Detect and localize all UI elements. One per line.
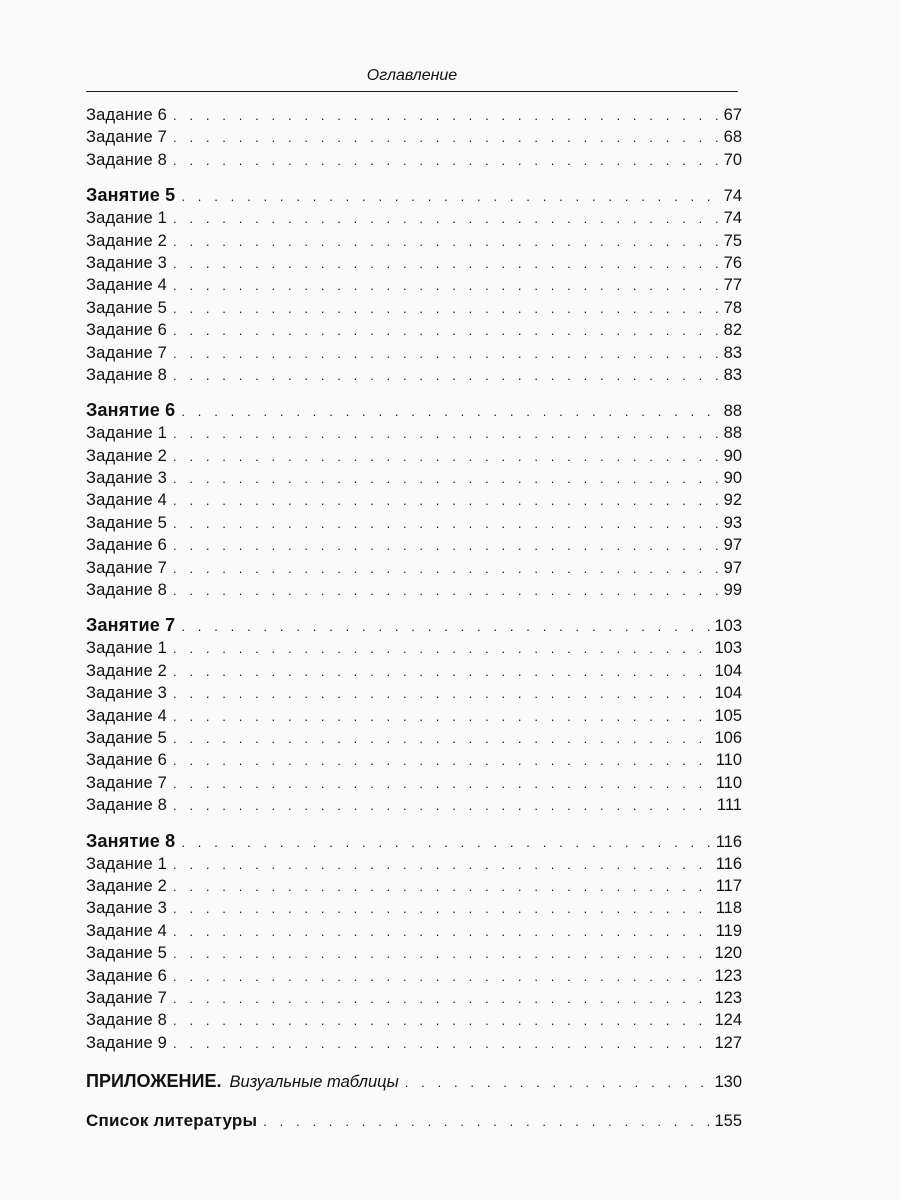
dot-leader	[173, 943, 710, 965]
toc-entry[interactable]	[86, 467, 742, 489]
toc-entry[interactable]	[86, 579, 742, 601]
toc-entry-label: Задание 6	[86, 966, 168, 985]
toc-entry[interactable]	[86, 772, 742, 794]
dot-leader	[173, 728, 710, 750]
toc-entry-label: Задание 5	[86, 944, 168, 963]
dot-leader	[173, 580, 720, 602]
toc-entry[interactable]	[86, 207, 742, 229]
dot-leader	[173, 423, 720, 445]
page-number: 74	[723, 209, 742, 228]
dot-leader	[173, 795, 713, 817]
toc-entry-label: Задание 8	[86, 1011, 168, 1030]
page-number: 97	[723, 558, 742, 577]
toc-entry-label: Задание 1	[86, 639, 168, 658]
page-number: 76	[723, 253, 742, 272]
dot-leader	[173, 988, 710, 1010]
appendix-entry[interactable]	[86, 1068, 742, 1094]
dot-leader	[173, 105, 720, 127]
section-heading[interactable]	[86, 829, 742, 853]
toc-entry-label: Задание 6	[86, 536, 168, 555]
dot-leader	[173, 208, 720, 230]
dot-leader	[173, 490, 720, 512]
dot-leader	[173, 320, 720, 342]
page-number: 67	[723, 106, 742, 124]
toc-entry-label: Задание 1	[86, 209, 168, 228]
page-number: 116	[715, 832, 742, 851]
dot-leader	[173, 1033, 710, 1055]
toc-entry-label: Задание 3	[86, 684, 168, 703]
dot-leader	[173, 683, 710, 705]
section-heading-label: Занятие 7	[86, 615, 176, 636]
table-of-contents	[86, 104, 742, 1134]
appendix-subtitle: Визуальные таблицы	[229, 1073, 399, 1092]
toc-entry[interactable]	[86, 252, 742, 274]
dot-leader	[173, 298, 720, 320]
dot-leader	[173, 558, 720, 580]
toc-entry-label: Задание 5	[86, 513, 168, 532]
toc-entry-label: Задание 2	[86, 446, 168, 465]
toc-entry-label: Задание 5	[86, 298, 168, 317]
running-header: Оглавление	[366, 67, 458, 84]
toc-entry-label: Задание 6	[86, 751, 168, 770]
section-heading-label: Занятие 5	[86, 185, 176, 206]
section-heading[interactable]	[86, 398, 742, 422]
page-number: 74	[723, 187, 742, 206]
page-number: 92	[723, 491, 742, 510]
references-title: Список литературы	[86, 1111, 258, 1131]
page-number: 111	[716, 796, 742, 815]
toc-entry[interactable]	[86, 557, 742, 579]
page-number: 123	[714, 988, 742, 1007]
toc-entry[interactable]	[86, 422, 742, 444]
toc-entry[interactable]	[86, 965, 742, 987]
references-entry[interactable]	[86, 1108, 742, 1134]
page-number: 119	[715, 921, 742, 940]
page-number: 97	[723, 536, 742, 555]
dot-leader	[181, 831, 711, 855]
page-number: 155	[714, 1112, 742, 1131]
page-number: 110	[715, 751, 742, 770]
section-heading[interactable]	[86, 613, 742, 637]
toc-entry[interactable]	[86, 445, 742, 467]
page-number: 106	[714, 728, 742, 747]
toc-entry-label: Задание 4	[86, 706, 168, 725]
page-number: 103	[714, 617, 742, 636]
dot-leader	[173, 750, 712, 772]
toc-entry-label: Задание 8	[86, 581, 168, 600]
section-heading[interactable]	[86, 183, 742, 207]
toc-entry[interactable]	[86, 230, 742, 252]
dot-leader	[173, 343, 720, 365]
page-number: 104	[714, 661, 742, 680]
dot-leader	[181, 400, 719, 424]
page-number: 99	[723, 581, 742, 600]
toc-entry-label: Задание 7	[86, 343, 168, 362]
page-number: 68	[723, 128, 742, 147]
dot-leader	[173, 854, 712, 876]
page-number: 88	[723, 424, 742, 443]
header-rule	[86, 91, 738, 92]
dot-leader	[173, 1010, 710, 1032]
appendix-title: ПРИЛОЖЕНИЕ.	[86, 1071, 222, 1092]
dot-leader	[181, 185, 719, 209]
page-number: 130	[714, 1073, 742, 1092]
dot-leader	[173, 231, 720, 253]
toc-entry-label: Задание 6	[86, 106, 168, 124]
page-number: 93	[723, 513, 742, 532]
toc-entry[interactable]	[86, 319, 742, 341]
page-number: 127	[714, 1033, 742, 1052]
toc-entry[interactable]	[86, 489, 742, 511]
dot-leader	[173, 275, 720, 297]
toc-entry[interactable]	[86, 1009, 742, 1031]
toc-entry[interactable]	[86, 534, 742, 556]
toc-entry[interactable]	[86, 794, 742, 816]
dot-leader	[173, 365, 720, 387]
toc-entry-label: Задание 1	[86, 424, 168, 443]
toc-entry[interactable]	[86, 749, 742, 771]
toc-entry-label: Задание 2	[86, 661, 168, 680]
page-number: 88	[723, 402, 742, 421]
toc-entry[interactable]	[86, 297, 742, 319]
dot-leader	[173, 468, 720, 490]
dot-leader	[173, 127, 720, 149]
toc-entry-label: Задание 2	[86, 876, 168, 895]
toc-entry-label: Задание 7	[86, 128, 168, 147]
toc-entry[interactable]	[86, 126, 742, 148]
toc-entry-label: Задание 8	[86, 365, 168, 384]
page-number: 90	[723, 446, 742, 465]
dot-leader	[173, 661, 710, 683]
toc-entry-label: Задание 8	[86, 150, 168, 169]
page-number: 78	[723, 298, 742, 317]
page-number: 110	[715, 773, 742, 792]
page-number: 118	[715, 899, 742, 918]
section-heading-label: Занятие 6	[86, 400, 176, 421]
toc-entry[interactable]	[86, 853, 742, 875]
toc-entry-label: Задание 8	[86, 796, 168, 815]
toc-entry[interactable]	[86, 1032, 742, 1054]
toc-entry-label: Задание 7	[86, 988, 168, 1007]
dot-leader	[405, 1070, 711, 1096]
toc-entry-label: Задание 4	[86, 921, 168, 940]
page-number: 124	[714, 1011, 742, 1030]
toc-entry-label: Задание 4	[86, 491, 168, 510]
toc-entry-label: Задание 4	[86, 276, 168, 295]
toc-entry[interactable]	[86, 342, 742, 364]
dot-leader	[263, 1109, 710, 1135]
dot-leader	[181, 615, 710, 639]
page-number: 103	[714, 639, 742, 658]
toc-entry[interactable]	[86, 637, 742, 659]
toc-entry[interactable]	[86, 512, 742, 534]
dot-leader	[173, 898, 712, 920]
dot-leader	[173, 535, 720, 557]
toc-entry-label: Задание 9	[86, 1033, 168, 1052]
dot-leader	[173, 876, 712, 898]
toc-entry[interactable]	[86, 920, 742, 942]
dot-leader	[173, 446, 720, 468]
dot-leader	[173, 706, 710, 728]
page-number: 82	[723, 321, 742, 340]
dot-leader	[173, 253, 720, 275]
toc-entry-label: Задание 3	[86, 469, 168, 488]
toc-entry-label: Задание 2	[86, 231, 168, 250]
dot-leader	[173, 773, 712, 795]
toc-entry-label: Задание 6	[86, 321, 168, 340]
toc-entry[interactable]	[86, 705, 742, 727]
dot-leader	[173, 921, 712, 943]
toc-entry-label: Задание 3	[86, 899, 168, 918]
page-number: 123	[714, 966, 742, 985]
dot-leader	[173, 513, 720, 535]
page-number: 83	[723, 365, 742, 384]
toc-entry[interactable]	[86, 897, 742, 919]
toc-entry[interactable]	[86, 364, 742, 386]
page-number: 117	[715, 876, 742, 895]
page-number: 90	[723, 469, 742, 488]
page-number: 83	[723, 343, 742, 362]
page-number: 77	[723, 276, 742, 295]
toc-entry[interactable]	[86, 987, 742, 1009]
toc-entry[interactable]	[86, 727, 742, 749]
toc-entry-label: Задание 3	[86, 253, 168, 272]
toc-entry-label: Задание 7	[86, 773, 168, 792]
toc-entry[interactable]	[86, 875, 742, 897]
toc-entry[interactable]	[86, 682, 742, 704]
toc-entry[interactable]	[86, 149, 742, 171]
toc-entry-label: Задание 7	[86, 558, 168, 577]
toc-entry[interactable]	[86, 942, 742, 964]
page-number: 105	[714, 706, 742, 725]
page-number: 70	[723, 150, 742, 169]
dot-leader	[173, 150, 720, 172]
page-number: 104	[714, 684, 742, 703]
dot-leader	[173, 966, 710, 988]
page-number: 75	[723, 231, 742, 250]
toc-entry[interactable]	[86, 274, 742, 296]
toc-entry[interactable]	[86, 660, 742, 682]
toc-entry-label: Задание 1	[86, 854, 168, 873]
page-number: 116	[715, 854, 742, 873]
page-number: 120	[714, 944, 742, 963]
toc-entry-label: Задание 5	[86, 728, 168, 747]
toc-entry[interactable]	[86, 104, 742, 126]
dot-leader	[173, 638, 710, 660]
section-heading-label: Занятие 8	[86, 830, 176, 851]
